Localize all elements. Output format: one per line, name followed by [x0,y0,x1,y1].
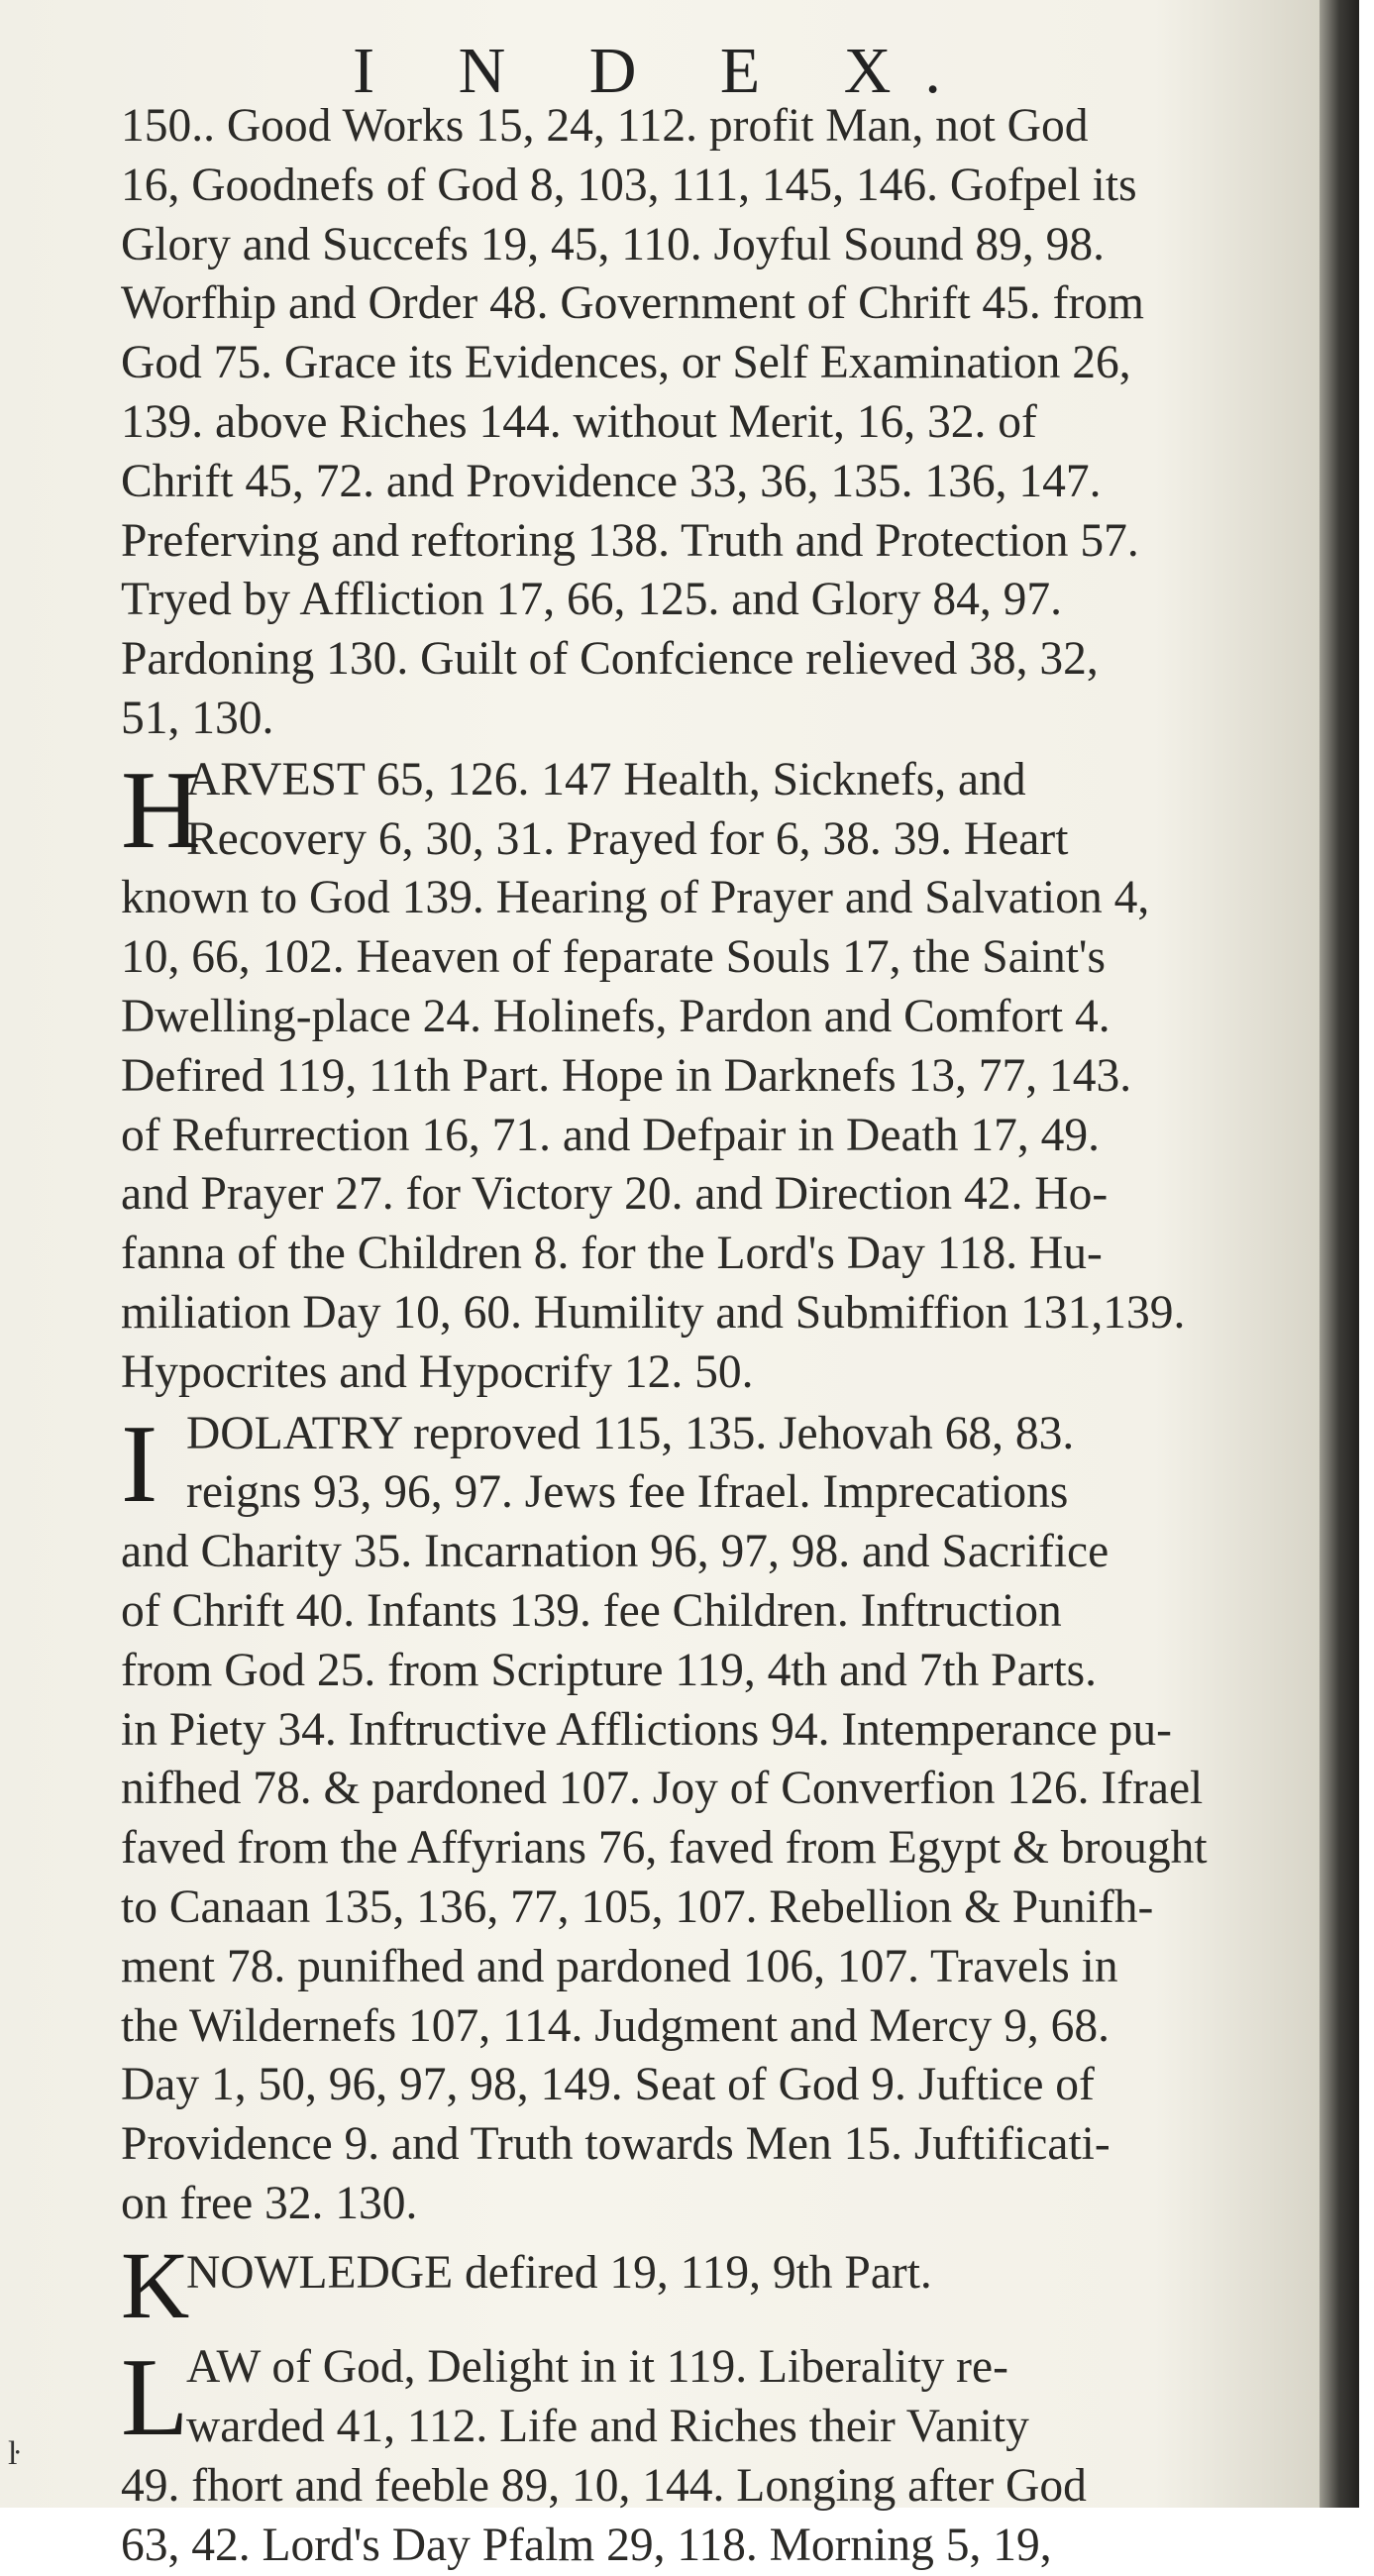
index-line: warded 41, 112. Life and Riches their Vanity [186,2401,1029,2453]
index-line: reigns 93, 96, 97. Jews fee Ifrael. Imprecations [186,1466,1069,1519]
index-line: 63, 42. Lord's Day Pfalm 29, 118. Morning 5, 19, [121,2519,1052,2571]
index-line: AW of God, Delight in it 119. Liberality re- [186,2341,1008,2394]
section-l [121,2338,1321,2575]
index-line: from God 25. from Scripture 119, 4th and 7th Parts. [121,1644,1098,1696]
index-line: fanna of the Children 8. for the Lord's Day 118. Hu- [121,1228,1103,1280]
index-line: Hypocrites and Hypocrify 12. 50. [121,1345,754,1398]
page-corner-mark: ŀ [8,2435,20,2472]
index-line: the Wildernefs 107, 114. Judgment and Mercy 9, 68. [121,1999,1110,2052]
section-h [121,748,1321,1403]
index-line: 10, 66, 102. Heaven of feparate Souls 17, the Saint's [121,931,1106,984]
index-line: Tryed by Affliction 17, 66, 125. and Glory 84, 97. [121,574,1062,626]
index-line: of Refurrection 16, 71. and Defpair in Death 17, 49. [121,1109,1100,1161]
index-line: ment 78. punifhed and pardoned 106, 107. Travels in [121,1940,1118,1992]
section-i [121,1402,1321,2234]
section-k [121,2231,1321,2338]
index-line: DOLATRY reproved 115, 135. Jehovah 68, 83. [186,1407,1075,1459]
index-line: 51, 130. [121,692,274,744]
index-line: Providence 9. and Truth towards Men 15. Juftificati- [121,2118,1110,2171]
index-line: Glory and Succefs 19, 45, 110. Joyful Sound 89, 98. [121,218,1106,270]
index-line: 150.. Good Works 15, 24, 112. profit Man, not God [121,100,1089,152]
index-line: Preferving and reftoring 138. Truth and Protection 57. [121,514,1139,567]
book-spine-shadow [1320,0,1359,2508]
index-line: Day 1, 50, 96, 97, 98, 149. Seat of God 9. Juftice of [121,2059,1095,2111]
index-line: Defired 119, 11th Part. Hope in Darknefs 13, 77, 143. [121,1049,1132,1102]
index-line: 16, Goodnefs of God 8, 103, 111, 145, 146. Gofpel its [121,159,1137,211]
drop-cap-l: L [121,2336,189,2460]
index-line: to Canaan 135, 136, 77, 105, 107. Rebellion & Punifh- [121,1880,1154,1933]
drop-cap-k: K [121,2231,190,2338]
index-line: nifhed 78. & pardoned 107. Joy of Converfion 126. Ifrael [121,1763,1204,1815]
index-line: Pardoning 130. Guilt of Confcience relieved 38, 32, [121,633,1099,686]
page-header: I N D E X. [353,35,975,107]
index-line: Recovery 6, 30, 31. Prayed for 6, 38. 39. Heart [186,812,1069,865]
index-line: faved from the Affyrians 76, faved from Egypt & brought [121,1822,1208,1875]
index-line: 139. above Riches 144. without Merit, 16, 32. of [121,395,1037,448]
drop-cap-i: I [121,1402,159,1526]
index-line: ARVEST 65, 126. 147 Health, Sicknefs, and [186,753,1026,805]
index-line: NOWLEDGE defired 19, 119, 9th Part. [186,2246,932,2299]
index-line: Worfhip and Order 48. Government of Chrift 45. from [121,277,1145,330]
index-line: and Prayer 27. for Victory 20. and Direction 42. Ho- [121,1168,1109,1221]
index-line: of Chrift 40. Infants 139. fee Children. Inftruction [121,1584,1062,1637]
index-body [121,97,1321,2576]
index-line: God 75. Grace its Evidences, or Self Examination 26, [121,337,1131,389]
index-line: Dwelling-place 24. Holinefs, Pardon and Comfort 4. [121,990,1110,1042]
index-line: miliation Day 10, 60. Humility and Submiffion 131,139. [121,1286,1186,1339]
index-line: on free 32. 130. [121,2177,418,2229]
section-g [121,97,1321,749]
drop-cap-h: H [121,748,201,872]
index-line: known to God 139. Hearing of Prayer and Salvation 4, [121,872,1150,924]
index-line: Chrift 45, 72. and Providence 33, 36, 135. 136, 147. [121,455,1102,507]
index-line: 49. fhort and feeble 89, 10, 144. Longing after God [121,2460,1087,2513]
index-line: in Piety 34. Inftructive Afflictions 94. Intemperance pu- [121,1703,1173,1756]
index-line: and Charity 35. Incarnation 96, 97, 98. and Sacrifice [121,1526,1110,1578]
